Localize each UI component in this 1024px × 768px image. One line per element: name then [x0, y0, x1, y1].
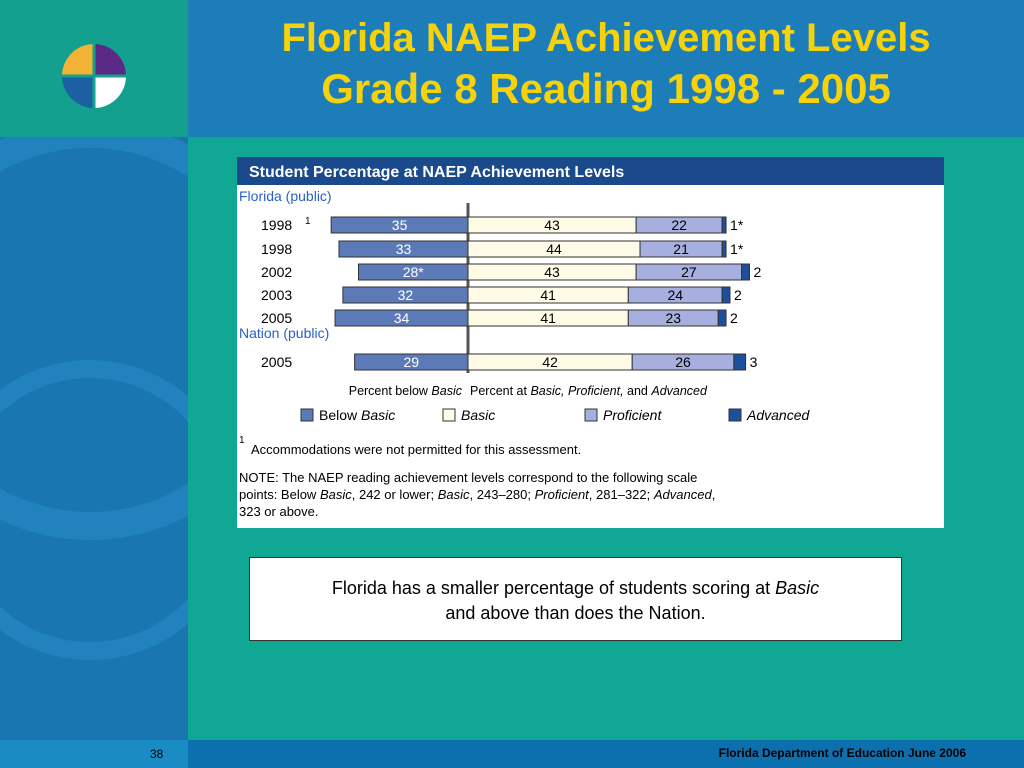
bar-label-below-basic: 35 — [391, 217, 408, 233]
chart-panel — [237, 157, 944, 528]
bar-advanced — [722, 241, 726, 257]
legend-label-part: Basic — [461, 407, 496, 423]
bar-label-proficient: 21 — [673, 241, 689, 257]
legend-label — [461, 407, 495, 423]
axis-label-left — [349, 384, 463, 398]
legend-label — [319, 407, 395, 423]
bar-label-below-basic: 28* — [402, 264, 424, 280]
note-line-3: 323 or above. — [239, 504, 319, 519]
group-label: Nation (public) — [239, 325, 330, 341]
axis-label-right-part: and — [623, 384, 652, 398]
footnote-text: Accommodations were not permitted for this assessment. — [251, 442, 582, 457]
row-year-label: 1998 — [261, 241, 293, 257]
bar-label-advanced: 2 — [730, 310, 738, 326]
footnote-mark: 1 — [239, 435, 245, 446]
decorative-arc — [0, 360, 188, 660]
bar-label-advanced: 1* — [730, 217, 744, 233]
note-line-2-part: points: Below — [239, 487, 320, 502]
legend-label-part: Proficient — [603, 407, 662, 423]
axis-label-left-part: Basic — [431, 384, 462, 398]
bar-label-below-basic: 32 — [397, 287, 414, 303]
legend-swatch — [301, 409, 313, 421]
axis-label-right-part: Percent at — [470, 384, 531, 398]
bar-advanced — [722, 217, 726, 233]
footer-text: Florida Department of Education June 2006 — [718, 746, 966, 760]
row-year-label: 2003 — [261, 287, 293, 303]
bar-label-basic: 42 — [542, 354, 558, 370]
row-year-label: 1998 — [261, 217, 293, 233]
note-line-1: NOTE: The NAEP reading achievement levels correspond to the following scale — [239, 470, 698, 485]
legend-label-part: Advanced — [747, 407, 810, 423]
bar-label-below-basic: 33 — [395, 241, 412, 257]
legend-label — [746, 407, 810, 423]
note-line-2-part: , 243–280; — [469, 487, 535, 502]
callout-box — [249, 557, 902, 641]
title-line-1: Florida NAEP Achievement Levels — [281, 16, 931, 60]
legend-swatch — [585, 409, 597, 421]
note-line-2-part: Basic — [437, 487, 470, 502]
bar-label-proficient: 27 — [681, 264, 697, 280]
callout-text-part2: and above than does the Nation. — [445, 603, 706, 623]
note-line-2-part: , — [711, 487, 716, 502]
callout-text-emphasis: Basic — [775, 578, 820, 598]
bar-label-below-basic: 34 — [393, 310, 410, 326]
row-year-label: 2002 — [261, 264, 293, 280]
quartered-circle-logo-icon — [61, 43, 127, 109]
note-line-2-part: Basic — [319, 487, 352, 502]
bar-label-advanced: 2 — [733, 287, 742, 303]
bar-advanced — [718, 310, 726, 326]
bar-label-advanced: 1* — [730, 241, 744, 257]
callout-text-part1: Florida has a smaller percentage of students scoring at — [331, 578, 776, 598]
bar-advanced — [742, 264, 750, 280]
bar-label-proficient: 24 — [667, 287, 684, 303]
legend-swatch — [729, 409, 741, 421]
legend-swatch — [443, 409, 455, 421]
bar-label-basic: 41 — [540, 310, 556, 326]
bar-label-basic: 41 — [540, 287, 556, 303]
bar-label-proficient: 23 — [665, 310, 682, 326]
note-line-2-part: , 242 or lower; — [351, 487, 438, 502]
group-label: Florida (public) — [239, 188, 332, 204]
note-line-2-part: Proficient — [534, 487, 589, 502]
bar-label-basic: 44 — [546, 241, 562, 257]
bar-advanced — [734, 354, 746, 370]
slide-title — [188, 14, 1024, 116]
achievement-levels-chart — [237, 157, 944, 528]
slide-number: 38 — [150, 747, 164, 761]
bar-label-proficient: 22 — [671, 217, 687, 233]
legend-label-part: Below — [319, 407, 362, 423]
row-footnote-mark: 1 — [305, 216, 311, 227]
bar-label-advanced: 2 — [753, 264, 762, 280]
bar-label-below-basic: 29 — [403, 354, 420, 370]
bar-label-basic: 43 — [544, 217, 560, 233]
axis-label-right-part: Basic, Proficient, — [530, 384, 624, 398]
axis-label-right-part: Advanced — [651, 384, 707, 398]
bar-advanced — [722, 287, 730, 303]
note-line-2-part: Advanced — [653, 487, 712, 502]
note-line-2 — [239, 487, 715, 502]
bar-label-proficient: 26 — [675, 354, 691, 370]
legend-label — [603, 407, 662, 423]
row-year-label: 2005 — [261, 354, 293, 370]
row-year-label: 2005 — [261, 310, 293, 326]
chart-title: Student Percentage at NAEP Achievement Levels — [249, 164, 625, 181]
note-line-2-part: , 281–322; — [588, 487, 654, 502]
bar-label-advanced: 3 — [749, 354, 758, 370]
axis-label-right — [470, 384, 708, 398]
bar-label-basic: 43 — [544, 264, 560, 280]
legend-label-part: Basic — [361, 407, 396, 423]
axis-label-left-part: Percent below — [348, 384, 432, 398]
title-line-2: Grade 8 Reading 1998 - 2005 — [321, 65, 891, 112]
